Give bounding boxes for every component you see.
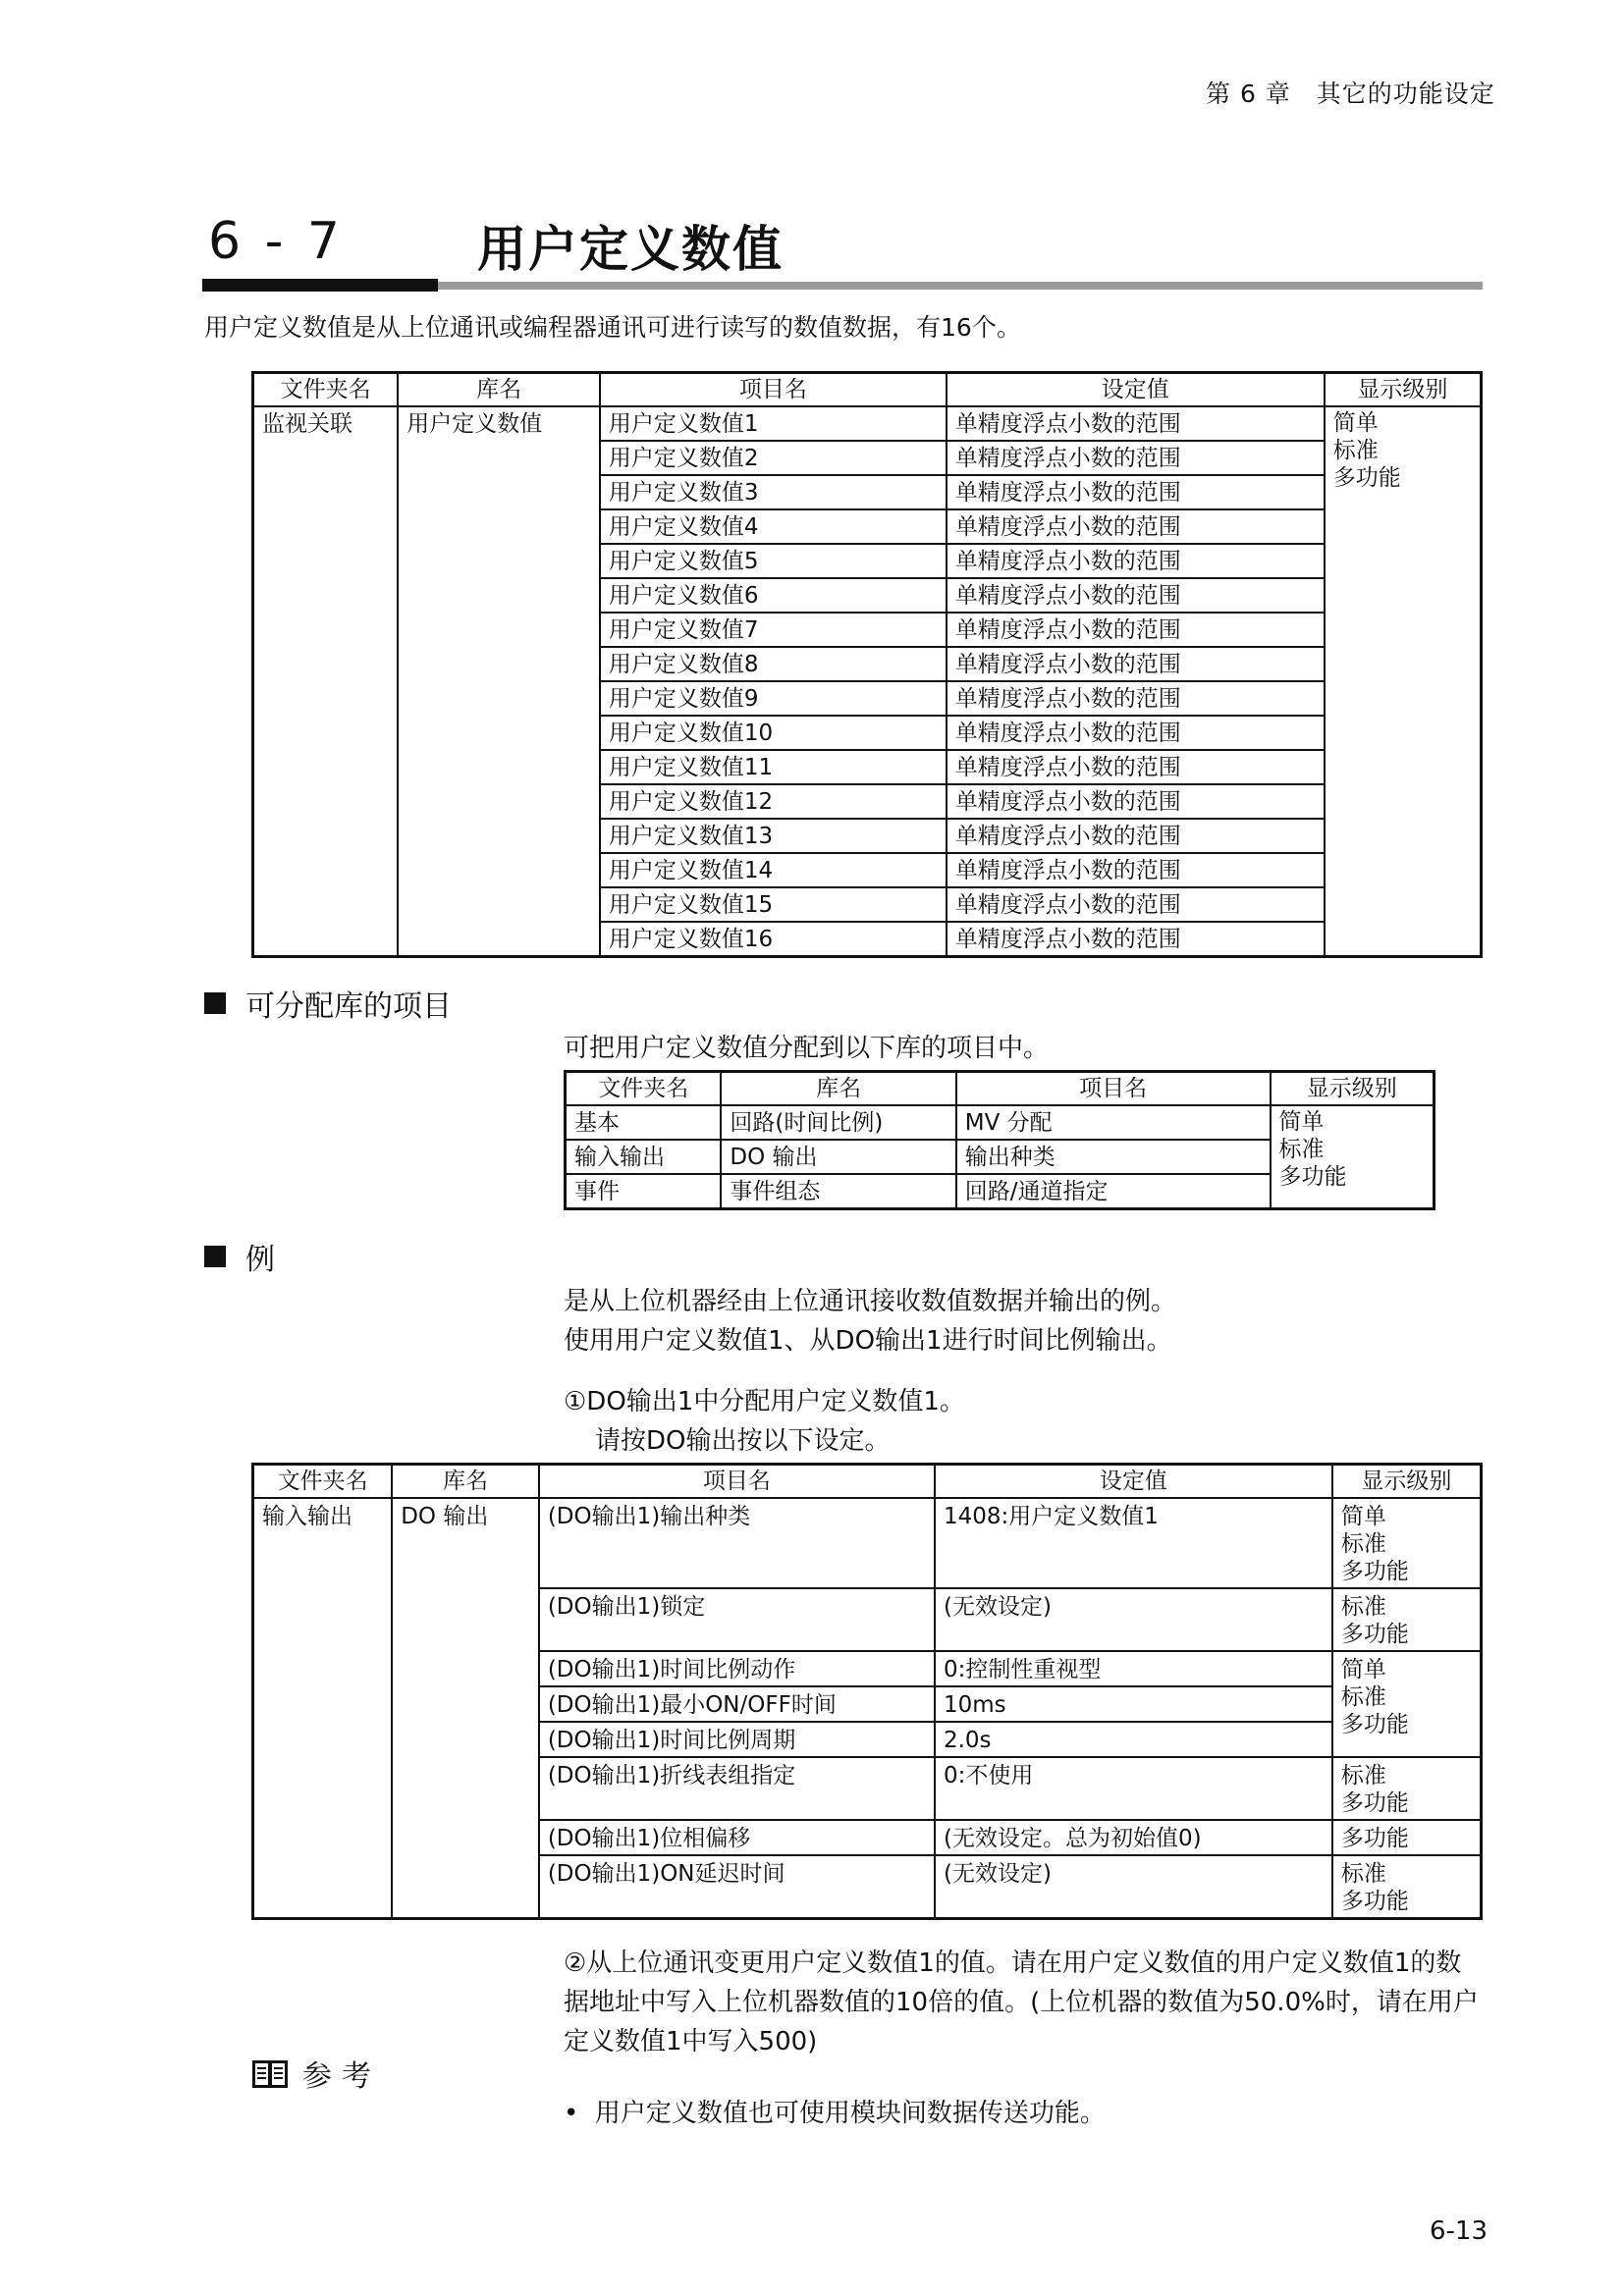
level-cell: 标准 多功能	[1332, 1588, 1482, 1651]
item-cell: (DO输出1)锁定	[539, 1588, 935, 1651]
table-header-row	[253, 373, 1482, 407]
assignable-text: 可把用户定义数值分配到以下库的项目中。	[564, 1034, 1050, 1063]
item-cell: (DO输出1)最小ON/OFF时间	[539, 1686, 935, 1722]
folder-cell: 输入输出	[253, 1498, 393, 1919]
item-cell: 用户定义数值7	[600, 613, 947, 647]
bullet-dot-icon: •	[564, 2099, 595, 2128]
item-cell: (DO输出1)位相偏移	[539, 1820, 935, 1855]
level-cell: 标准 多功能	[1332, 1757, 1482, 1820]
item-cell: 用户定义数值11	[600, 750, 947, 784]
intro-text: 用户定义数值是从上位通讯或编程器通讯可进行读写的数值数据，有16个。	[204, 313, 1021, 342]
section-number: 6 - 7	[208, 212, 344, 271]
col-header-item: 项目名	[539, 1465, 935, 1499]
value-cell: 单精度浮点小数的范围	[947, 681, 1325, 716]
bank-cell: 用户定义数值	[398, 406, 600, 957]
level-cell: 标准 多功能	[1332, 1855, 1482, 1919]
value-cell: (无效设定)	[935, 1855, 1332, 1919]
value-cell: 单精度浮点小数的范围	[947, 784, 1325, 819]
bank-cell: DO 输出	[721, 1140, 955, 1174]
square-bullet-icon	[204, 992, 226, 1014]
item-cell: 用户定义数值8	[600, 647, 947, 681]
bank-cell: DO 输出	[392, 1498, 539, 1919]
reference-bullet	[564, 2093, 1106, 2129]
user-values-table	[251, 371, 1483, 958]
reference-label: 参考	[302, 2059, 381, 2094]
item-cell: (DO输出1)时间比例动作	[539, 1651, 935, 1686]
value-cell: 单精度浮点小数的范围	[947, 853, 1325, 887]
col-header-folder: 文件夹名	[253, 1465, 393, 1499]
item-cell: (DO输出1)时间比例周期	[539, 1722, 935, 1757]
col-header-level: 显示级别	[1325, 373, 1482, 407]
value-cell: (无效设定)	[935, 1588, 1332, 1651]
step-1	[564, 1382, 965, 1461]
col-header-folder: 文件夹名	[253, 373, 399, 407]
value-cell: 单精度浮点小数的范围	[947, 613, 1325, 647]
item-cell: 用户定义数值1	[600, 406, 947, 441]
step-1-line-1: ①DO输出1中分配用户定义数值1。	[564, 1387, 965, 1416]
col-header-value: 设定值	[935, 1465, 1332, 1499]
value-cell: 单精度浮点小数的范围	[947, 922, 1325, 957]
example-text	[564, 1282, 1176, 1361]
level-cell: 多功能	[1332, 1820, 1482, 1855]
table-header-row	[566, 1072, 1435, 1106]
value-cell: 单精度浮点小数的范围	[947, 716, 1325, 750]
title-rule-gray	[438, 282, 1483, 290]
level-cell: 简单 标准 多功能	[1332, 1651, 1482, 1757]
item-cell: 用户定义数值5	[600, 544, 947, 578]
value-cell: 单精度浮点小数的范围	[947, 509, 1325, 544]
reference-bullet-text: 用户定义数值也可使用模块间数据传送功能。	[594, 2099, 1106, 2128]
table-row	[253, 406, 1482, 441]
item-cell: 回路/通道指定	[956, 1174, 1271, 1209]
section-title: 用户定义数值	[477, 221, 784, 278]
item-cell: 用户定义数值12	[600, 784, 947, 819]
folder-cell: 事件	[566, 1174, 722, 1209]
example-line-1: 是从上位机器经由上位通讯接收数值数据并输出的例。	[564, 1287, 1177, 1316]
value-cell: 0:控制性重视型	[935, 1651, 1332, 1686]
reference-heading	[251, 2052, 381, 2095]
item-cell: MV 分配	[956, 1105, 1271, 1140]
book-icon	[251, 2058, 289, 2090]
table-row	[253, 1498, 1482, 1588]
col-header-value: 设定值	[947, 373, 1325, 407]
level-cell: 简单 标准 多功能	[1325, 406, 1482, 957]
item-cell: 输出种类	[956, 1140, 1271, 1174]
value-cell: 单精度浮点小数的范围	[947, 406, 1325, 441]
do-output-table	[251, 1463, 1483, 1920]
item-cell: 用户定义数值14	[600, 853, 947, 887]
assignable-heading-text: 可分配库的项目	[245, 989, 452, 1024]
step-2: ②从上位通讯变更用户定义数值1的值。请在用户定义数值的用户定义数值1的数据地址中写入上位机器数值的10倍的值。(上位机器的数值为50.0%时，请在用户定义数值1中写入500)	[564, 1949, 1479, 2056]
col-header-level: 显示级别	[1271, 1072, 1435, 1106]
col-header-item: 项目名	[956, 1072, 1271, 1106]
example-heading-text: 例	[245, 1243, 275, 1277]
item-cell: 用户定义数值6	[600, 578, 947, 613]
col-header-bank: 库名	[721, 1072, 955, 1106]
level-cell: 简单 标准 多功能	[1332, 1498, 1482, 1588]
item-cell: 用户定义数值16	[600, 922, 947, 957]
table-row	[566, 1105, 1435, 1140]
col-header-bank: 库名	[392, 1465, 539, 1499]
page-number: 6-13	[1430, 2216, 1489, 2246]
item-cell: 用户定义数值4	[600, 509, 947, 544]
folder-cell: 监视关联	[253, 406, 399, 957]
col-header-bank: 库名	[398, 373, 600, 407]
assignable-heading	[204, 982, 452, 1025]
assignable-table	[564, 1070, 1435, 1210]
col-header-item: 项目名	[600, 373, 947, 407]
item-cell: 用户定义数值2	[600, 441, 947, 475]
item-cell: 用户定义数值10	[600, 716, 947, 750]
item-cell: (DO输出1)ON延迟时间	[539, 1855, 935, 1919]
folder-cell: 基本	[566, 1105, 722, 1140]
folder-cell: 输入输出	[566, 1140, 722, 1174]
value-cell: 0:不使用	[935, 1757, 1332, 1820]
example-heading	[204, 1235, 275, 1278]
value-cell: 单精度浮点小数的范围	[947, 647, 1325, 681]
bank-cell: 事件组态	[721, 1174, 955, 1209]
value-cell: 10ms	[935, 1686, 1332, 1722]
bank-cell: 回路(时间比例)	[721, 1105, 955, 1140]
value-cell: (无效设定。总为初始值0)	[935, 1820, 1332, 1855]
value-cell: 单精度浮点小数的范围	[947, 887, 1325, 922]
level-cell: 简单 标准 多功能	[1271, 1105, 1435, 1209]
value-cell: 单精度浮点小数的范围	[947, 544, 1325, 578]
square-bullet-icon	[204, 1246, 226, 1267]
item-cell: 用户定义数值15	[600, 887, 947, 922]
table-header-row	[253, 1465, 1482, 1499]
value-cell: 单精度浮点小数的范围	[947, 819, 1325, 853]
chapter-header: 第 6 章 其它的功能设定	[1206, 80, 1495, 108]
item-cell: 用户定义数值13	[600, 819, 947, 853]
item-cell: (DO输出1)折线表组指定	[539, 1757, 935, 1820]
item-cell: (DO输出1)输出种类	[539, 1498, 935, 1588]
value-cell: 1408:用户定义数值1	[935, 1498, 1332, 1588]
value-cell: 2.0s	[935, 1722, 1332, 1757]
col-header-folder: 文件夹名	[566, 1072, 722, 1106]
step-1-line-2: 请按DO输出按以下设定。	[595, 1426, 891, 1456]
value-cell: 单精度浮点小数的范围	[947, 750, 1325, 784]
title-rule-dark	[202, 279, 438, 292]
value-cell: 单精度浮点小数的范围	[947, 475, 1325, 509]
item-cell: 用户定义数值3	[600, 475, 947, 509]
value-cell: 单精度浮点小数的范围	[947, 441, 1325, 475]
item-cell: 用户定义数值9	[600, 681, 947, 716]
example-line-2: 使用用户定义数值1、从DO输出1进行时间比例输出。	[564, 1326, 1172, 1356]
col-header-level: 显示级别	[1332, 1465, 1482, 1499]
value-cell: 单精度浮点小数的范围	[947, 578, 1325, 613]
